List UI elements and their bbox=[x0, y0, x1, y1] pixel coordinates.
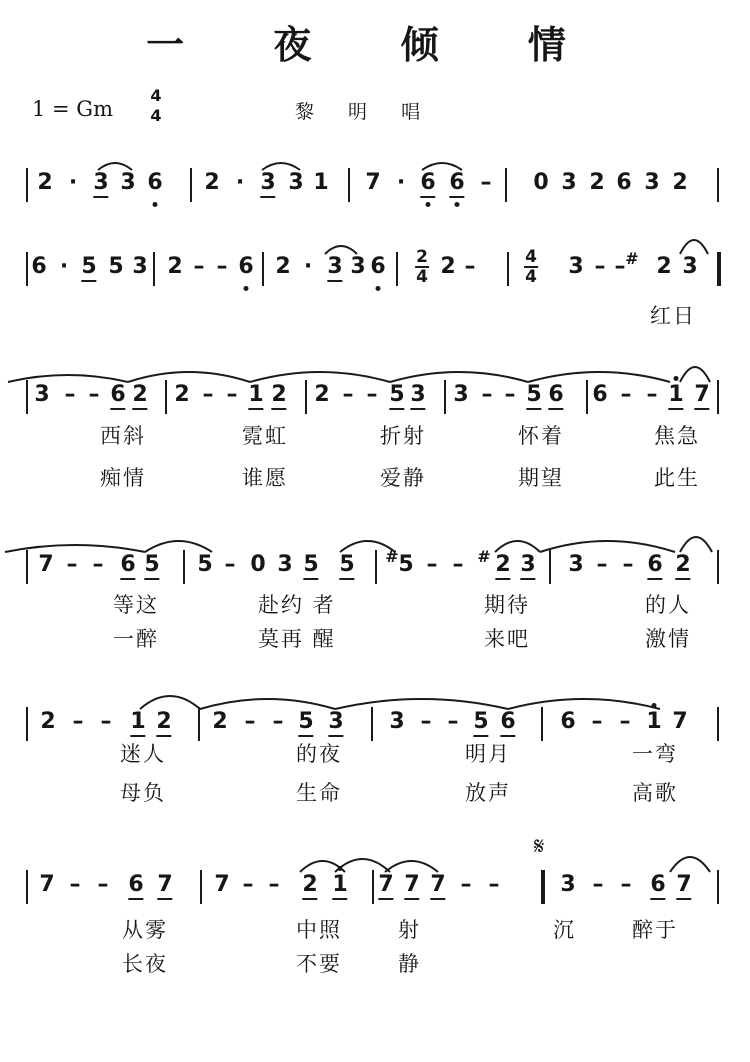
note: 5 bbox=[398, 552, 414, 577]
note: 2 bbox=[302, 872, 317, 900]
lower-octave-dot bbox=[376, 286, 381, 291]
dash-extension: – bbox=[342, 382, 354, 407]
note: 7 bbox=[404, 872, 419, 900]
note: 1 bbox=[668, 382, 683, 410]
slur bbox=[680, 367, 710, 382]
dash-extension: – bbox=[366, 382, 378, 407]
lyric: 爱静 bbox=[380, 466, 426, 490]
note: 1 bbox=[646, 709, 662, 734]
dash-extension: – bbox=[488, 872, 500, 897]
dash-extension: – bbox=[447, 709, 459, 734]
note: 6 bbox=[548, 382, 563, 410]
lyric: 醉于 bbox=[632, 918, 678, 942]
note: 5 bbox=[108, 254, 124, 279]
note: 3 bbox=[560, 872, 576, 897]
note: 2 bbox=[675, 552, 690, 580]
dash-extension: – bbox=[69, 872, 81, 897]
lyric: 一醉 bbox=[113, 627, 159, 651]
barline bbox=[507, 252, 509, 286]
note: 3 bbox=[277, 552, 293, 577]
note: 6 bbox=[616, 170, 632, 195]
dash-extension: – bbox=[244, 709, 256, 734]
barline bbox=[348, 168, 350, 202]
lyric: 静 bbox=[398, 952, 421, 976]
note: 2 bbox=[314, 382, 330, 407]
note: 3 bbox=[132, 254, 148, 279]
note: 2 bbox=[271, 382, 286, 410]
dash-extension: – bbox=[202, 382, 214, 407]
note: 2 bbox=[204, 170, 220, 195]
lyric: 迷人 bbox=[120, 742, 166, 766]
slur bbox=[508, 699, 660, 709]
note: 6 bbox=[120, 552, 135, 580]
slur bbox=[200, 699, 335, 709]
note: 3 bbox=[93, 170, 108, 198]
note: 3 bbox=[644, 170, 660, 195]
lyric: 一弯 bbox=[632, 742, 678, 766]
dash-extension: – bbox=[614, 254, 626, 279]
dash-extension: – bbox=[66, 552, 78, 577]
note: 6 bbox=[128, 872, 143, 900]
note: · bbox=[68, 170, 78, 195]
barline bbox=[444, 380, 446, 414]
barline bbox=[717, 550, 719, 584]
dash-extension: – bbox=[88, 382, 100, 407]
note: 1 bbox=[248, 382, 263, 410]
dash-extension: – bbox=[426, 552, 438, 577]
note: 3 bbox=[561, 170, 577, 195]
dash-extension: – bbox=[619, 709, 631, 734]
note: 1 bbox=[130, 709, 145, 737]
barline bbox=[717, 168, 719, 202]
note: 2 bbox=[212, 709, 228, 734]
note: 5 bbox=[303, 552, 318, 580]
note: 7 bbox=[378, 872, 393, 900]
barline bbox=[549, 550, 551, 584]
lyric: 红日 bbox=[650, 304, 696, 328]
dash-extension: – bbox=[272, 709, 284, 734]
note: 6 bbox=[592, 382, 608, 407]
barline bbox=[198, 707, 200, 741]
note: 2 bbox=[672, 170, 688, 195]
note: 3 bbox=[410, 382, 425, 410]
lyric: 西斜 bbox=[100, 424, 146, 448]
note: · bbox=[59, 254, 69, 279]
time-signature-top: 4 bbox=[150, 86, 162, 105]
barline bbox=[396, 252, 398, 286]
note: 3 bbox=[682, 254, 698, 279]
lyric: 的人 bbox=[645, 593, 691, 617]
sharp-sign: # bbox=[477, 547, 491, 566]
dash-extension: – bbox=[596, 552, 608, 577]
dash-extension: – bbox=[481, 382, 493, 407]
key-signature: 1 = Gm bbox=[32, 97, 113, 121]
slur bbox=[325, 246, 357, 254]
note: 3 bbox=[350, 254, 366, 279]
dash-extension: – bbox=[226, 382, 238, 407]
lower-octave-dot bbox=[244, 286, 249, 291]
slur bbox=[390, 372, 528, 382]
barline bbox=[153, 252, 155, 286]
note: 6 bbox=[31, 254, 47, 279]
barline bbox=[541, 870, 545, 904]
dash-extension: – bbox=[591, 709, 603, 734]
lyric: 莫再 醒 bbox=[258, 627, 336, 651]
note: 7 bbox=[39, 872, 55, 897]
note: 0 bbox=[250, 552, 266, 577]
note: 2 bbox=[37, 170, 53, 195]
lyric: 长夜 bbox=[122, 952, 168, 976]
note: 6 bbox=[110, 382, 125, 410]
barline bbox=[541, 707, 543, 741]
note: 3 bbox=[389, 709, 405, 734]
barline bbox=[717, 252, 721, 286]
dash-extension: – bbox=[224, 552, 236, 577]
barline bbox=[26, 550, 28, 584]
slur bbox=[140, 696, 200, 709]
lyric: 生命 bbox=[296, 781, 342, 805]
sharp-sign: # bbox=[625, 249, 639, 268]
dash-extension: – bbox=[216, 254, 228, 279]
note: 3 bbox=[520, 552, 535, 580]
slur bbox=[250, 372, 390, 382]
note: 0 bbox=[533, 170, 549, 195]
barline bbox=[371, 707, 373, 741]
note: 6 bbox=[147, 170, 163, 195]
note: 6 bbox=[560, 709, 576, 734]
barline bbox=[505, 168, 507, 202]
lyric: 中照 bbox=[296, 918, 342, 942]
barline bbox=[26, 380, 28, 414]
note: 6 bbox=[500, 709, 515, 737]
note: 1 bbox=[313, 170, 329, 195]
note: 5 bbox=[526, 382, 541, 410]
upper-octave-dot bbox=[338, 866, 343, 871]
lyric: 放声 bbox=[465, 781, 511, 805]
note: 6 bbox=[420, 170, 435, 198]
note: 6 bbox=[238, 254, 254, 279]
note: 5 bbox=[339, 552, 354, 580]
lyric: 沉 bbox=[553, 918, 576, 942]
note: 6 bbox=[370, 254, 386, 279]
note: 7 bbox=[694, 382, 709, 410]
note: 3 bbox=[34, 382, 50, 407]
note: 2 bbox=[132, 382, 147, 410]
lyric: 激情 bbox=[645, 627, 691, 651]
note: 1 bbox=[332, 872, 347, 900]
lyric: 怀着 bbox=[518, 424, 564, 448]
note: 2 bbox=[495, 552, 510, 580]
meter-change-top: 4 bbox=[525, 247, 537, 267]
slur bbox=[540, 541, 675, 552]
note: 7 bbox=[38, 552, 54, 577]
barline bbox=[183, 550, 185, 584]
barline bbox=[375, 550, 377, 584]
upper-octave-dot bbox=[674, 376, 679, 381]
lyric: 期待 bbox=[484, 593, 530, 617]
dash-extension: – bbox=[242, 872, 254, 897]
slur bbox=[335, 699, 508, 709]
note: · bbox=[303, 254, 313, 279]
meter-change bbox=[524, 248, 538, 286]
barline bbox=[717, 870, 719, 904]
segno-sign: 𝄋 bbox=[534, 832, 545, 860]
lyric: 高歌 bbox=[632, 781, 678, 805]
barline bbox=[26, 870, 28, 904]
barline bbox=[26, 252, 28, 286]
meter-change-bottom: 4 bbox=[525, 267, 537, 287]
note: 5 bbox=[81, 254, 96, 282]
slur bbox=[680, 240, 708, 254]
slur bbox=[385, 861, 438, 872]
note: 2 bbox=[656, 254, 672, 279]
slur bbox=[262, 163, 300, 170]
barline bbox=[200, 870, 202, 904]
dash-extension: – bbox=[480, 170, 492, 195]
singer-credit: 黎 明 唱 bbox=[295, 101, 435, 123]
note: 3 bbox=[120, 170, 136, 195]
lyric: 不要 bbox=[296, 952, 342, 976]
lyric: 来吧 bbox=[484, 627, 530, 651]
lyric: 赴约 者 bbox=[258, 593, 336, 617]
note: 3 bbox=[568, 254, 584, 279]
song-title: 一 夜 倾 情 bbox=[146, 22, 604, 67]
barline bbox=[26, 168, 28, 202]
note: 3 bbox=[327, 254, 342, 282]
note: · bbox=[396, 170, 406, 195]
note: 2 bbox=[440, 254, 456, 279]
barline bbox=[372, 870, 374, 904]
lyric: 母负 bbox=[120, 781, 166, 805]
slur bbox=[670, 857, 710, 872]
note: 6 bbox=[647, 552, 662, 580]
note: 5 bbox=[144, 552, 159, 580]
dash-extension: – bbox=[72, 709, 84, 734]
dash-extension: – bbox=[64, 382, 76, 407]
barline bbox=[165, 380, 167, 414]
dash-extension: – bbox=[504, 382, 516, 407]
lyric: 谁愿 bbox=[242, 466, 288, 490]
time-signature-bottom: 4 bbox=[150, 106, 162, 125]
note: 3 bbox=[328, 709, 343, 737]
note: 7 bbox=[430, 872, 445, 900]
meter-change-bottom: 4 bbox=[416, 267, 428, 287]
slur bbox=[98, 163, 132, 170]
note: 2 bbox=[275, 254, 291, 279]
slur bbox=[422, 163, 462, 170]
dash-extension: – bbox=[92, 552, 104, 577]
meter-change-top: 2 bbox=[416, 247, 428, 267]
note: 5 bbox=[197, 552, 213, 577]
dash-extension: – bbox=[620, 382, 632, 407]
sharp-sign: # bbox=[385, 547, 399, 566]
dash-extension: – bbox=[646, 382, 658, 407]
barline bbox=[586, 380, 588, 414]
note: 5 bbox=[389, 382, 404, 410]
slur bbox=[528, 372, 670, 382]
lyric: 等这 bbox=[113, 593, 159, 617]
note: 5 bbox=[473, 709, 488, 737]
lyric: 霓虹 bbox=[242, 424, 288, 448]
lyric: 的夜 bbox=[296, 742, 342, 766]
dash-extension: – bbox=[193, 254, 205, 279]
lyric: 焦急 bbox=[654, 424, 700, 448]
dash-extension: – bbox=[622, 552, 634, 577]
note: 2 bbox=[167, 254, 183, 279]
lyric: 射 bbox=[398, 918, 421, 942]
slur bbox=[680, 537, 712, 552]
dash-extension: – bbox=[620, 872, 632, 897]
barline bbox=[262, 252, 264, 286]
meter-change bbox=[415, 248, 429, 286]
barline bbox=[26, 707, 28, 741]
note: 3 bbox=[568, 552, 584, 577]
dash-extension: – bbox=[420, 709, 432, 734]
note: 2 bbox=[174, 382, 190, 407]
note: 2 bbox=[40, 709, 56, 734]
dash-extension: – bbox=[97, 872, 109, 897]
lyric: 折射 bbox=[380, 424, 426, 448]
lyric: 此生 bbox=[654, 466, 700, 490]
lyric: 从雾 bbox=[122, 918, 168, 942]
note: 7 bbox=[157, 872, 172, 900]
dash-extension: – bbox=[452, 552, 464, 577]
note: 7 bbox=[214, 872, 230, 897]
slur bbox=[495, 541, 540, 552]
lyric: 明月 bbox=[465, 742, 511, 766]
dash-extension: – bbox=[100, 709, 112, 734]
note: 5 bbox=[298, 709, 313, 737]
dash-extension: – bbox=[464, 254, 476, 279]
dash-extension: – bbox=[268, 872, 280, 897]
note: 7 bbox=[672, 709, 688, 734]
note: 7 bbox=[676, 872, 691, 900]
dash-extension: – bbox=[592, 872, 604, 897]
lyric: 期望 bbox=[518, 466, 564, 490]
note: 3 bbox=[288, 170, 304, 195]
note: 6 bbox=[650, 872, 665, 900]
note: 3 bbox=[260, 170, 275, 198]
upper-octave-dot bbox=[652, 703, 657, 708]
lower-octave-dot bbox=[426, 202, 431, 207]
note: 2 bbox=[589, 170, 605, 195]
note: 7 bbox=[365, 170, 381, 195]
slur bbox=[145, 541, 212, 552]
note: 3 bbox=[453, 382, 469, 407]
note: 2 bbox=[156, 709, 171, 737]
dash-extension: – bbox=[460, 872, 472, 897]
barline bbox=[190, 168, 192, 202]
barline bbox=[717, 707, 719, 741]
note: 6 bbox=[449, 170, 464, 198]
lower-octave-dot bbox=[153, 202, 158, 207]
barline bbox=[717, 380, 719, 414]
slur bbox=[128, 372, 250, 382]
dash-extension: – bbox=[594, 254, 606, 279]
barline bbox=[305, 380, 307, 414]
lyric: 痴情 bbox=[100, 466, 146, 490]
lower-octave-dot bbox=[455, 202, 460, 207]
note: · bbox=[235, 170, 245, 195]
